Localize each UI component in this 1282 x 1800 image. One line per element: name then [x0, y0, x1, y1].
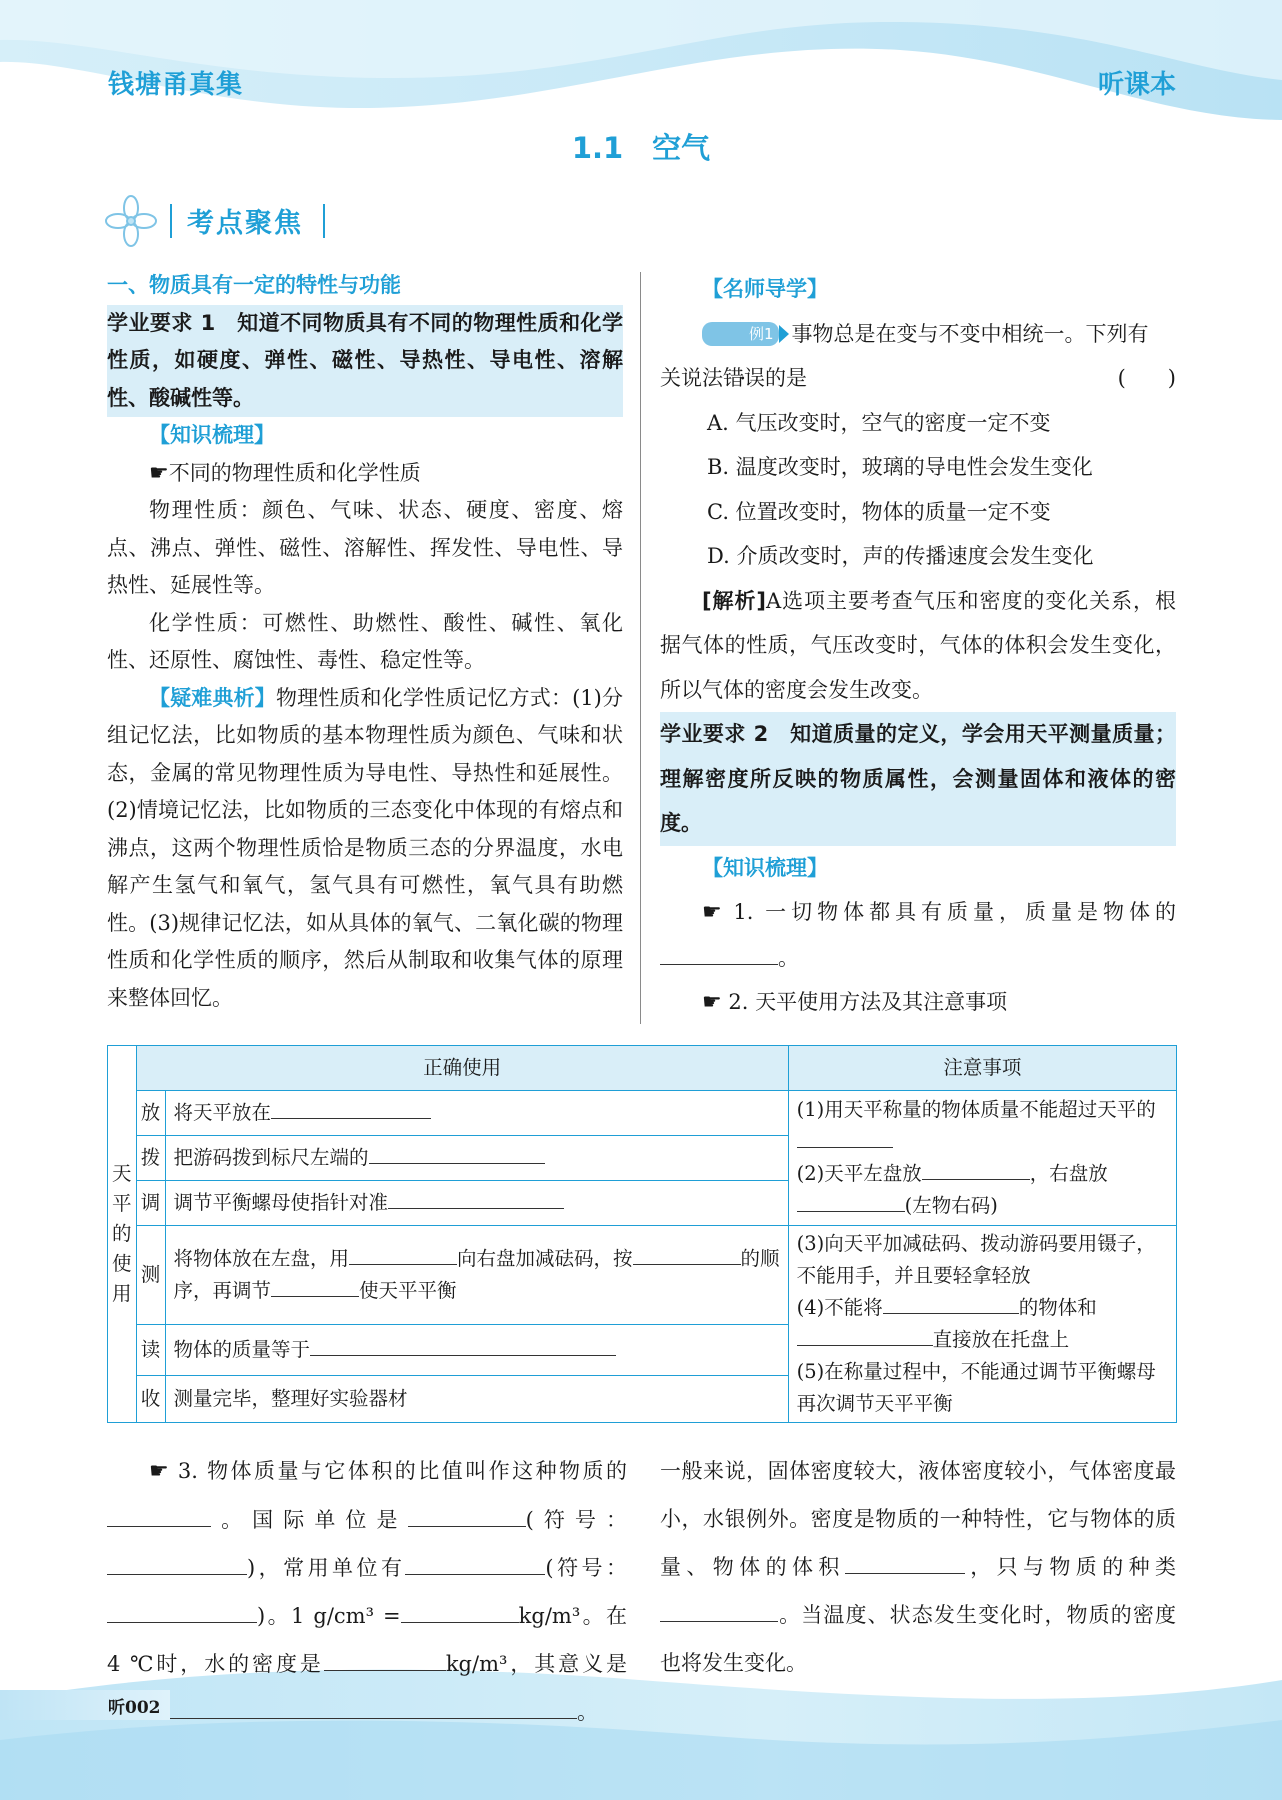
arrow-icon: [779, 325, 789, 343]
blank: [660, 1601, 778, 1622]
blank: [324, 1650, 446, 1671]
blank: [401, 1602, 519, 1623]
blank: [845, 1553, 965, 1574]
left-column: [107, 267, 623, 1017]
topic-heading: 一、物质具有一定的特性与功能: [107, 273, 401, 297]
option-c: C. 位置改变时，物体的质量一定不变: [707, 499, 1051, 524]
knowledge-item: ☛不同的物理性质和化学性质: [149, 460, 421, 486]
option-a: A. 气压改变时，空气的密度一定不变: [707, 410, 1051, 435]
section-bar-left: [170, 204, 172, 238]
page-number-bar: [0, 1690, 170, 1720]
book-type: 听课本: [1097, 70, 1176, 100]
blank: [271, 1277, 359, 1297]
pointing-hand-icon: ☛: [149, 460, 169, 486]
blank: [797, 1326, 933, 1346]
difficulty-analysis: 【疑难典析】物理性质和化学性质记忆方式：(1)分组记忆法，比如物质的基本物理性质为颜色、气味和状态，金属的常见物理性质为导电性、导热性和延展性。(2)情境记忆法，比如物质的三态变化中体现的有熔点和沸点，这两个物理性质恰是物质三态的分界温度，水电解产生氢气和氧气，氢气具有可燃性，氧气具有助燃性。(3)规律记忆法，如从具体的氧气、二氧化碳的物理性质和化学性质的顺序，然后从制取和收集气体的原理来整体回忆。: [107, 685, 624, 1010]
blank: [107, 1698, 577, 1719]
chemical-properties: 化学性质：可燃性、助燃性、酸性、碱性、氧化性、还原性、腐蚀性、毒性、稳定性等。: [107, 610, 623, 672]
option-b: B. 温度改变时，玻璃的导电性会发生变化: [707, 455, 1093, 479]
table-side-label: 天 平 的 使 用: [108, 1046, 137, 1423]
knowledge-point-1: ☛ 1. 一切物体都具有质量，质量是物体的。: [660, 890, 1176, 980]
pointing-hand-icon: ☛: [702, 990, 722, 1015]
table-row: 放 将天平放在 (1)用天平称量的物体质量不能超过天平的 (2)天平左盘放 ，右盘放(左物右码): [108, 1091, 1177, 1136]
blank: [922, 1160, 1030, 1180]
blank: [107, 1602, 257, 1623]
right-column: [660, 267, 1176, 1026]
example-question: 例1 事物总是在变与不变中相统一。下列有: [660, 312, 1176, 357]
emphasis-word: 错误 •: [723, 366, 765, 390]
table-row: 读 物体的质量等于: [108, 1325, 1177, 1376]
balance-usage-table: [107, 1045, 1177, 1423]
example-question-line2: 关说法错误 •的是 ( ): [660, 356, 1176, 401]
blank: [349, 1245, 457, 1265]
physical-properties: 物理性质：颜色、气味、状态、硬度、密度、熔点、沸点、弹性、磁性、溶解性、挥发性、导电性、导热性、延展性等。: [107, 498, 623, 597]
requirement-2: 学业要求 2 知道质量的定义，学会用天平测量质量；理解密度所反映的物质属性，会测量固体和液体的密度。: [660, 712, 1176, 846]
blank: [797, 1192, 905, 1212]
blank: [107, 1554, 247, 1575]
book-title: 钱塘甬真集: [108, 70, 244, 100]
chapter-title: 1.1 空气: [571, 131, 711, 165]
notes-1-2: (1)用天平称量的物体质量不能超过天平的 (2)天平左盘放 ，右盘放(左物右码): [788, 1091, 1176, 1226]
table-row: 收 测量完毕，整理好实验器材: [108, 1376, 1177, 1423]
blank: [271, 1099, 431, 1119]
knowledge-label-2: 【知识梳理】: [702, 855, 828, 880]
blank: [405, 1554, 545, 1575]
blank: [310, 1336, 616, 1356]
blank: [633, 1245, 741, 1265]
section-bar-right: [323, 204, 325, 238]
column-divider: [640, 272, 641, 1024]
page-number: 听002: [108, 1698, 161, 1718]
example-badge: 例1: [702, 322, 779, 346]
flower-icon: [104, 194, 158, 248]
blank: [883, 1294, 1019, 1314]
pointing-hand-icon: ☛: [702, 900, 722, 925]
table-row: 调 调节平衡螺母使指针对准: [108, 1181, 1177, 1226]
blank: [660, 944, 778, 965]
guide-label: 【名师导学】: [702, 277, 828, 301]
pointing-hand-icon: ☛: [149, 1459, 169, 1484]
blank: [388, 1189, 564, 1209]
blank: [797, 1128, 893, 1148]
knowledge-label: 【知识梳理】: [149, 423, 275, 447]
section-title: 考点聚焦: [187, 208, 303, 239]
analysis: [解析]A选项主要考查气压和密度的变化关系，根据气体的性质，气压改变时，气体的体积会发生变化，所以气体的密度会发生改变。: [660, 588, 1176, 702]
option-d: D. 介质改变时，声的传播速度会发生变化: [707, 544, 1094, 568]
density-property: 一般来说，固体密度较大，液体密度较小，气体密度最小，水银例外。密度是物质的一种特性，它与物体的质量、物体的体积 ，只与物质的种类。当温度、状态发生变化时，物质的密度也将发生变化。: [660, 1459, 1177, 1675]
table-header-row: [108, 1046, 1177, 1091]
answer-bracket: ( ): [1117, 366, 1176, 390]
header-notes: 注意事项: [788, 1046, 1176, 1091]
notes-3-5: (3)向天平加减砝码、拨动游码要用镊子，不能用手，并且要轻拿轻放 (4)不能将 的物体和直接放在托盘上 (5)在称量过程中，不能通过调节平衡螺母再次调节天平平衡: [788, 1226, 1176, 1423]
blank: [369, 1144, 545, 1164]
blank: [107, 1506, 211, 1527]
header-correct-use: 正确使用: [136, 1046, 788, 1091]
table-row: 测 将物体放在左盘，用 向右盘加减砝码，按 的顺序，再调节 使天平平衡 (3)向天平加减砝码、拨动游码要用镊子，不能用手，并且要轻拿轻放 (4)不能将 的物体和直接放在托盘上 (5)在称量过程中，不能通过调节平衡螺母再次调节天平平衡: [108, 1226, 1177, 1325]
knowledge-point-2: ☛ 2. 天平使用方法及其注意事项: [702, 990, 1008, 1015]
density-definition: ☛ 3. 物体质量与它体积的比值叫作这种物质的。国际单位是 (符号：)，常用单位有 (符号：)。1 g/cm³ = kg/m³。在 4 ℃时，水的密度是 kg/m³，其意义是。: [107, 1459, 628, 1724]
requirement-1: 学业要求 1 知道不同物质具有不同的物理性质和化学性质，如硬度、弹性、磁性、导热性、导电性、溶解性、酸碱性等。: [107, 305, 623, 418]
blank: [408, 1506, 526, 1527]
table-row: 拨 把游码拨到标尺左端的: [108, 1136, 1177, 1181]
